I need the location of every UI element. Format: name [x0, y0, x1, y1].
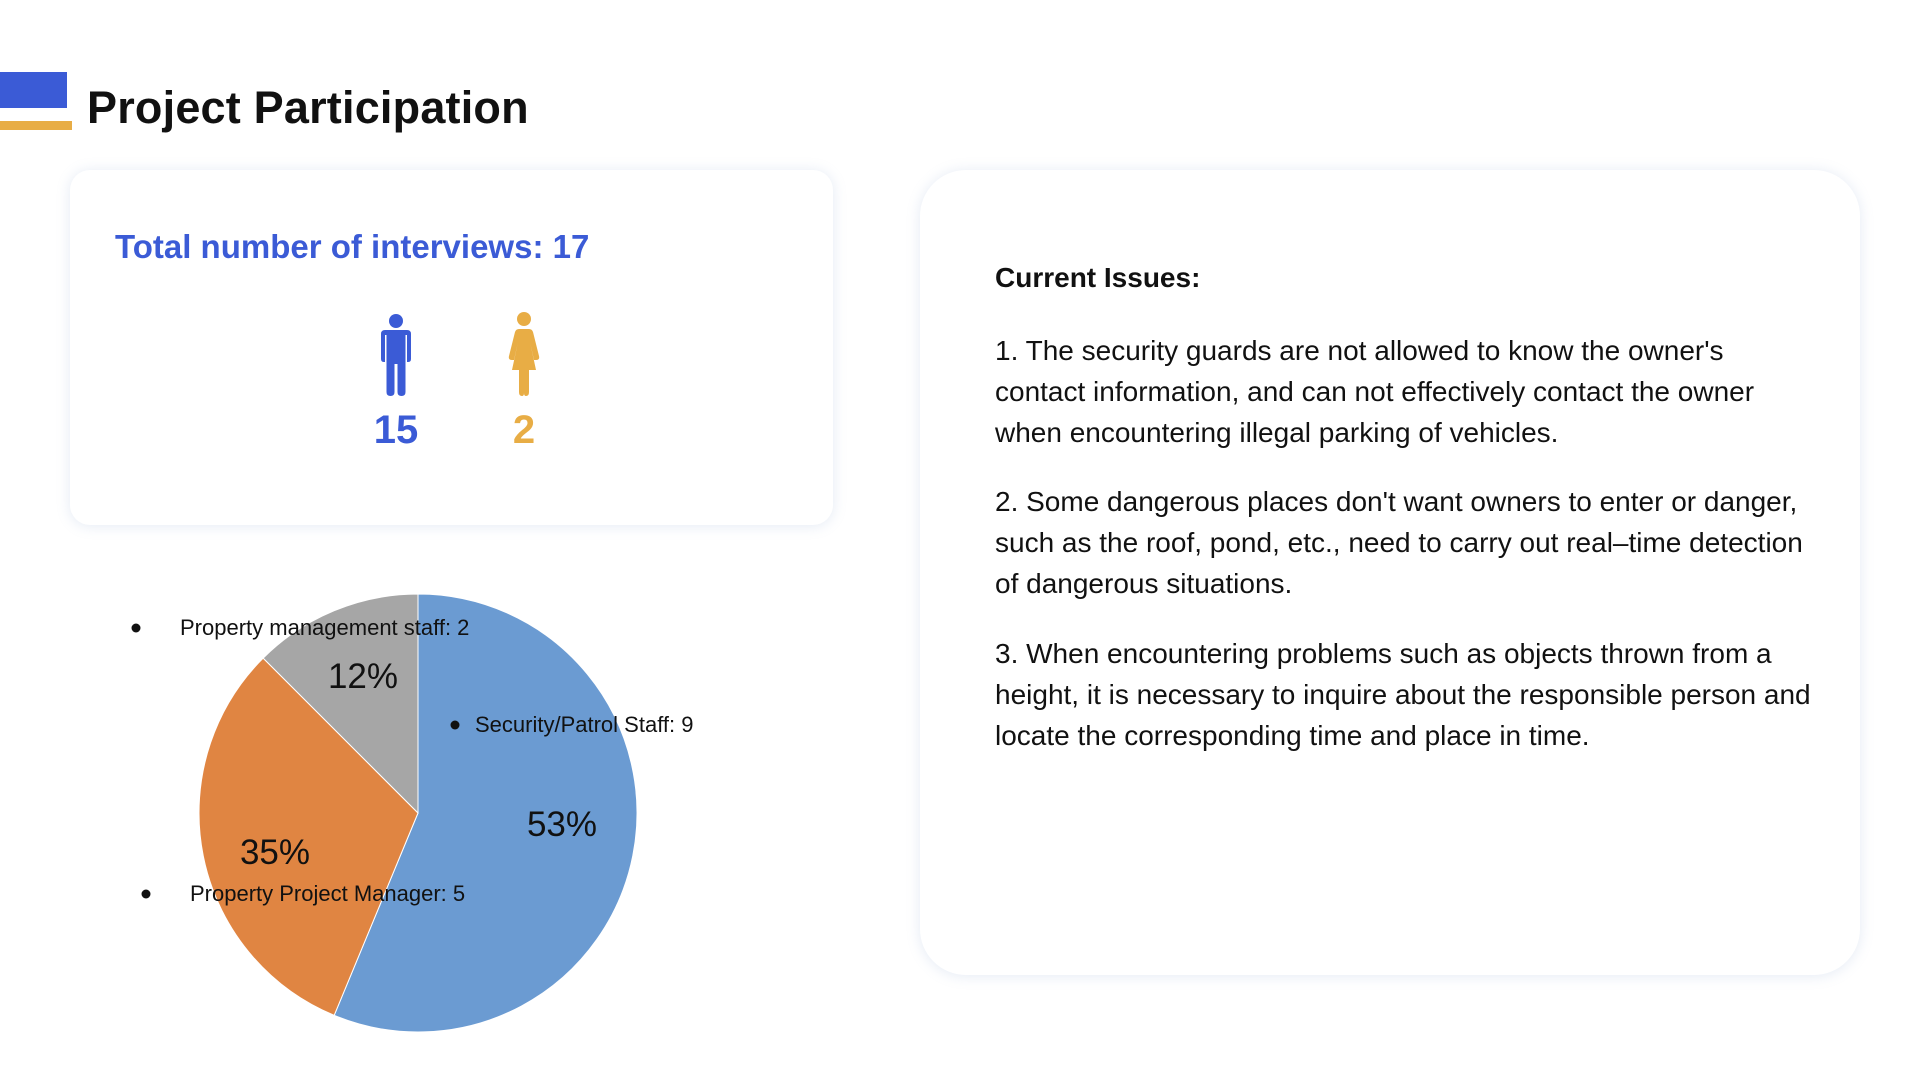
- legend-bullet: [451, 721, 460, 730]
- issue-item: 1. The security guards are not allowed to know the owner's contact information, and can not effectively contact the owner when encountering illegal parking of vehicles.: [995, 335, 1755, 448]
- title-accent-bar: [0, 121, 72, 130]
- legend-bullet: [142, 890, 151, 899]
- interviews-card: [70, 170, 833, 525]
- page-title: Project Participation: [87, 82, 529, 133]
- participation-pie-chart: [0, 560, 760, 1040]
- legend-bullet: [132, 624, 141, 633]
- issue-item: 3. When encountering problems such as objects thrown from a height, it is necessary to inquire about the responsible person and locate the corresponding time and place in time.: [995, 638, 1811, 751]
- issue-item: 2. Some dangerous places don't want owners to enter or danger, such as the roof, pond, etc., need to carry out real–time detection of dangerous situations.: [995, 486, 1803, 599]
- title-accent-block: [0, 72, 67, 108]
- pie-percent-label: 53%: [526, 805, 598, 844]
- pie-percent-label: 12%: [327, 657, 399, 696]
- female-person-icon: [508, 312, 540, 396]
- pie-category-label: Property management staff: 2: [180, 615, 470, 640]
- pie-percent-label: 35%: [239, 833, 311, 872]
- female-count: 2: [512, 408, 536, 452]
- pie-category-label: Security/Patrol Staff: 9: [475, 712, 694, 737]
- interviews-total: Total number of interviews: 17: [115, 228, 590, 265]
- issues-heading: Current Issues:: [995, 262, 1201, 293]
- pie-category-label: Property Project Manager: 5: [190, 881, 466, 906]
- male-count: 15: [373, 408, 419, 452]
- male-person-icon: [380, 314, 412, 396]
- current-issues-card: [920, 170, 1860, 975]
